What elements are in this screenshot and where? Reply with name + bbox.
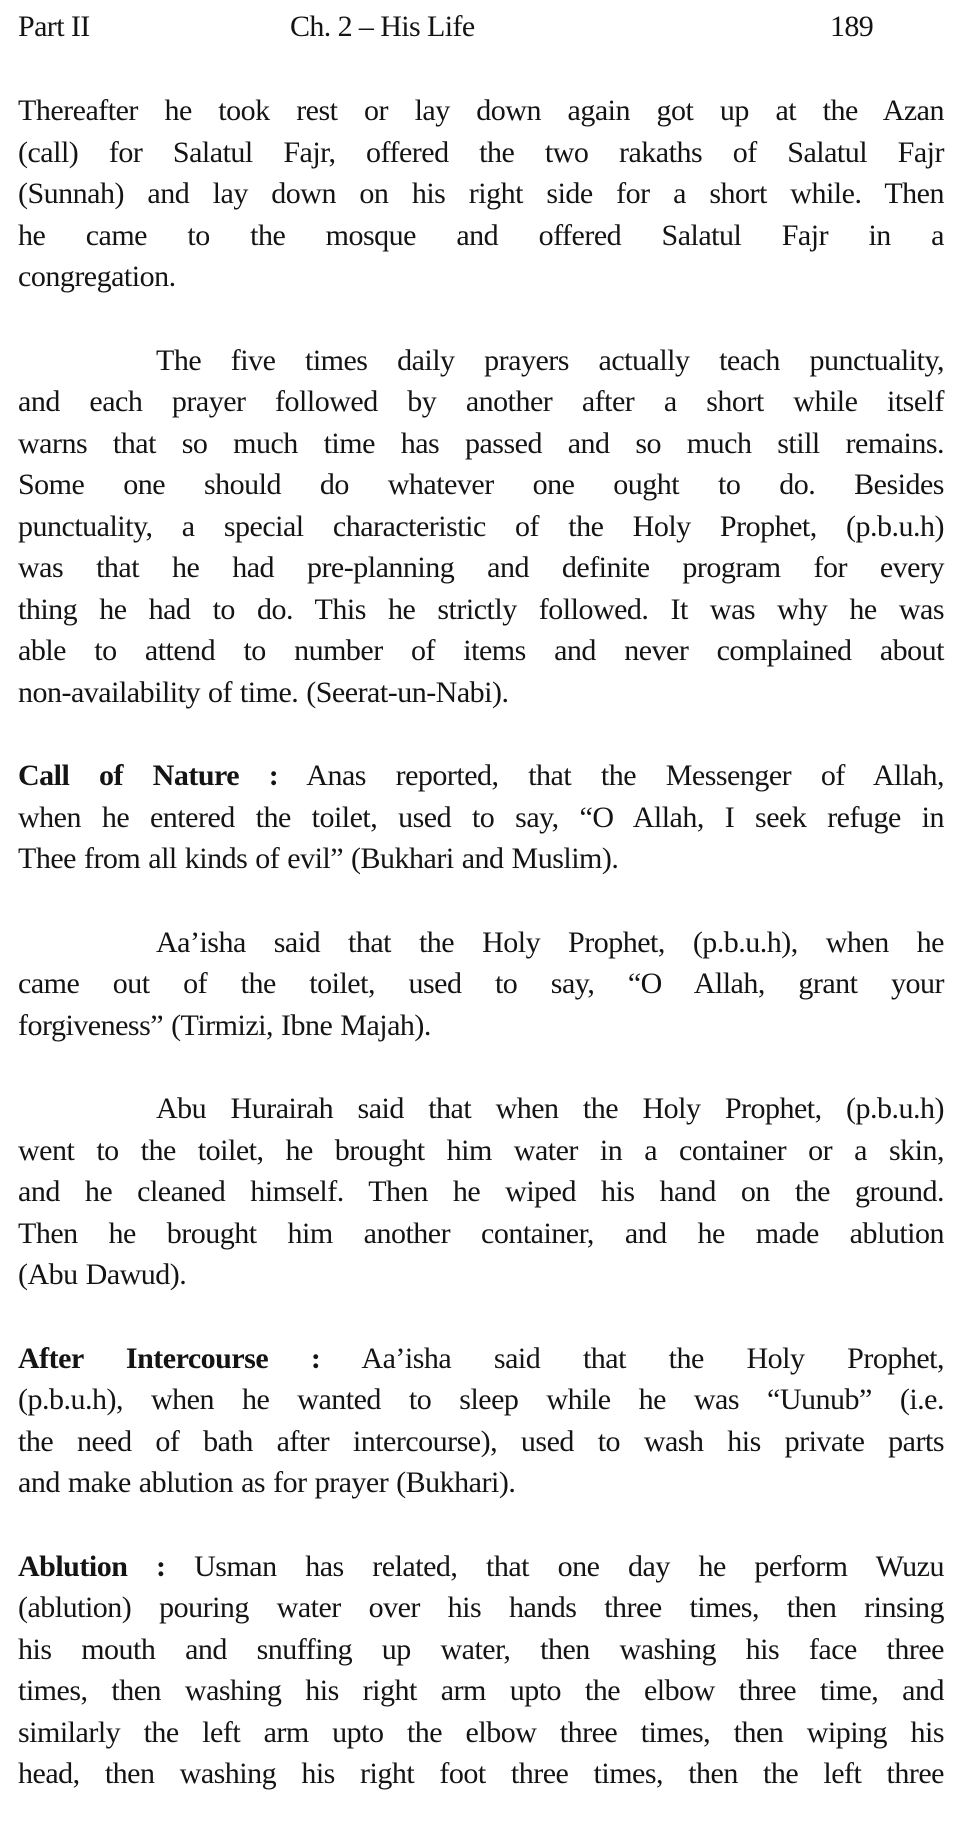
line-text: Thee from all kinds of evil” (Bukhari and Muslim). [18,842,619,875]
text-line [18,1088,944,1130]
line-text: and he cleaned himself. Then he wiped his hand on the ground. [18,1175,944,1208]
line-text: he came to the mosque and offered Salatul Fajr in a [18,218,944,252]
text-line [18,672,944,714]
line-text: Thereafter he took rest or lay down again got up at the Azan [18,94,944,127]
page-body [18,90,944,1837]
text-line [18,1005,944,1047]
section-lead-heading: Ablution : [18,1549,166,1583]
line-text: similarly the left arm upto the elbow three times, then wiping his [18,1715,944,1749]
text-line [18,506,944,548]
text-line [18,1546,944,1588]
paragraph [18,922,944,1047]
text-line [18,1712,944,1754]
running-header [18,10,944,50]
text-line [18,90,944,132]
paragraph [18,1546,944,1795]
text-line [18,1213,944,1255]
line-text: Usman has related, that one day he perform Wuzu [194,1549,944,1583]
text-line [18,922,944,964]
line-text: non-availability of time. (Seerat-un-Nabi). [18,675,509,709]
paragraph [18,340,944,714]
text-line [18,1421,944,1463]
text-line [18,1171,944,1213]
text-line [18,1670,944,1712]
page-number: 189 [830,10,874,43]
section-lead-heading: After Intercourse : [18,1341,321,1375]
line-text: and each prayer followed by another after a short while itself [18,385,944,418]
line-text: thing he had to do. This he strictly followed. It was why he was [18,592,944,626]
text-line [18,963,944,1005]
line-text: (call) for Salatul Fajr, offered the two rakaths of Salatul Fajr [18,135,944,169]
text-line [18,173,944,215]
text-line [18,1587,944,1629]
paragraph [18,755,944,880]
line-text: (Sunnah) and lay down on his right side for a short while. Then [18,177,944,210]
text-line [18,1753,944,1795]
line-text: times, then washing his right arm upto the elbow three time, and [18,1674,944,1707]
line-text: congregation. [18,260,176,293]
text-line [18,589,944,631]
text-line [18,215,944,257]
line-text: and make ablution as for prayer (Bukhari). [18,1466,516,1499]
line-text: forgiveness” (Tirmizi, Ibne Majah). [18,1008,431,1042]
text-line [18,797,944,839]
line-text: Anas reported, that the Messenger of Allah, [306,759,944,792]
text-line [18,755,944,797]
line-text: able to attend to number of items and never complained about [18,634,944,667]
header-part: Part II [18,10,90,43]
text-line [18,1130,944,1172]
line-text: his mouth and snuffing up water, then washing his face three [18,1632,944,1666]
text-line [18,547,944,589]
text-line [18,381,944,423]
line-text: Some one should do whatever one ought to do. Besides [18,468,944,501]
line-text: warns that so much time has passed and so much still remains. [18,426,944,460]
line-text: head, then washing his right foot three times, then the left three [18,1757,944,1790]
line-text: Then he brought him another container, and he made ablution [18,1216,944,1250]
section-lead-heading: Call of Nature : [18,759,279,792]
line-text: (Abu Dawud). [18,1258,187,1291]
line-text: was that he had pre-planning and definite program for every [18,551,944,584]
line-text: (p.b.u.h), when he wanted to sleep while he was “Uunub” (i.e. [18,1383,944,1416]
text-line [18,132,944,174]
text-line [18,1254,944,1296]
line-text: Aa’isha said that the Holy Prophet, [361,1341,944,1375]
paragraph [18,1338,944,1504]
text-line [18,1379,944,1421]
line-text: punctuality, a special characteristic of the Holy Prophet, (p.b.u.h) [18,509,944,543]
text-line [18,423,944,465]
text-line [18,464,944,506]
paragraph [18,90,944,298]
text-line [18,630,944,672]
text-line [18,1629,944,1671]
line-text: (ablution) pouring water over his hands three times, then rinsing [18,1591,944,1624]
line-text: when he entered the toilet, used to say, “O Allah, I seek refuge in [18,800,944,834]
line-text: Abu Hurairah said that when the Holy Prophet, (p.b.u.h) [156,1092,944,1125]
line-text: the need of bath after intercourse), used to wash his private parts [18,1424,944,1458]
paragraph [18,1088,944,1296]
text-line [18,1338,944,1380]
line-text: The five times daily prayers actually teach punctuality, [156,343,944,377]
line-text: Aa’isha said that the Holy Prophet, (p.b.u.h), when he [156,925,944,959]
text-line [18,340,944,382]
text-line [18,1462,944,1504]
header-chapter-title: Ch. 2 – His Life [290,10,475,43]
text-line [18,838,944,880]
text-line [18,256,944,298]
line-text: went to the toilet, he brought him water in a container or a skin, [18,1133,944,1167]
line-text: came out of the toilet, used to say, “O Allah, grant your [18,967,944,1000]
